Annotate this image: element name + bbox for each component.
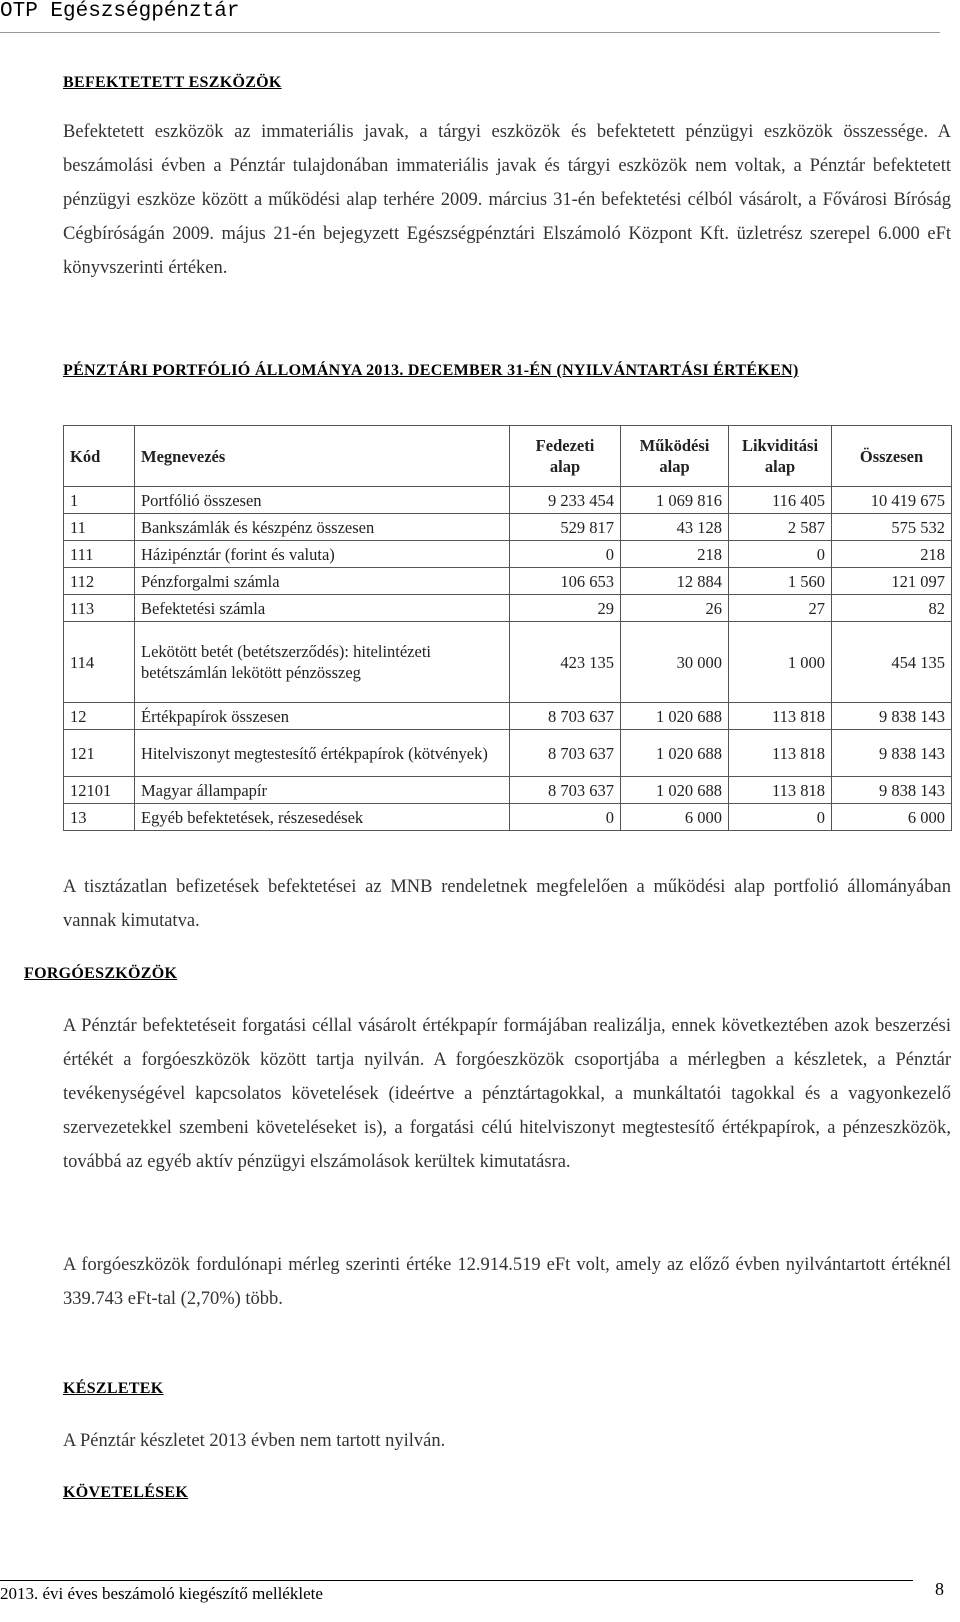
cell-name: Befektetési számla (135, 595, 510, 622)
cell-code: 12 (64, 703, 135, 730)
section-heading-current-assets: FORGÓESZKÖZÖK (24, 965, 178, 982)
footer-divider (0, 1580, 913, 1581)
section-heading-fixed-assets: BEFEKTETETT ESZKÖZÖK (63, 74, 282, 91)
document-header-title: OTP Egészségpénztár (0, 0, 240, 23)
cell-cover: 0 (510, 541, 621, 568)
column-header-cover (510, 426, 621, 487)
cell-cover: 423 135 (510, 622, 621, 703)
column-header-liquidity-line2: alap (764, 457, 796, 476)
cell-total: 575 532 (832, 514, 952, 541)
cell-liquidity: 113 818 (729, 730, 832, 777)
cell-code: 114 (64, 622, 135, 703)
cell-cover: 8 703 637 (510, 777, 621, 804)
column-header-code: Kód (64, 426, 135, 487)
cell-cover: 29 (510, 595, 621, 622)
section-heading-inventory: KÉSZLETEK (63, 1380, 164, 1397)
cell-total: 82 (832, 595, 952, 622)
cell-cover: 529 817 (510, 514, 621, 541)
portfolio-table (63, 425, 952, 831)
cell-liquidity: 27 (729, 595, 832, 622)
table-row (64, 703, 952, 730)
cell-operating: 6 000 (621, 804, 729, 831)
column-header-liquidity-line1: Likviditási (741, 436, 819, 455)
cell-name: Értékpapírok összesen (135, 703, 510, 730)
table-row (64, 541, 952, 568)
current-assets-paragraph: A Pénztár befektetéseit forgatási céllal vásárolt értékpapír formájában realizálja, ennek következtében azok beszerzési értékét a forgóeszközök között tartja nyilván. A forgóeszközök csoportjába a mérlegben a készletek, a Pénztár tevékenységével kapcsolatos követelések (ideértve a pénztártagokkal, a munkáltatói tagokkal és a vagyonkezelő szervezetekkel szembeni követeléseket is), a forgatási célú hitelviszonyt megtestesítő értékpapírok, a pénzeszközök, továbbá az egyéb aktív pénzügyi elszámolások kerültek kimutatásra. (63, 1016, 951, 1172)
cell-name: Hitelviszonyt megtestesítő értékpapírok (kötvények) (135, 730, 510, 777)
column-header-operating-line1: Működési (639, 436, 710, 455)
table-row (64, 804, 952, 831)
current-assets-value-paragraph: A forgóeszközök fordulónapi mérleg szerinti értéke 12.914.519 eFt volt, amely az előző évben nyilvántartott értéknél 339.743 eFt-tal (2,70%) több. (63, 1255, 951, 1309)
cell-liquidity: 0 (729, 804, 832, 831)
column-header-operating (621, 426, 729, 487)
cell-name: Házipénztár (forint és valuta) (135, 541, 510, 568)
table-header-row (64, 426, 952, 487)
cell-code: 113 (64, 595, 135, 622)
table-row (64, 487, 952, 514)
cell-liquidity: 116 405 (729, 487, 832, 514)
footer-text: 2013. évi éves beszámoló kiegészítő melléklete (0, 1584, 323, 1603)
cell-liquidity: 113 818 (729, 703, 832, 730)
column-header-name: Megnevezés (135, 426, 510, 487)
table-row (64, 514, 952, 541)
cell-name: Portfólió összesen (135, 487, 510, 514)
cell-total: 9 838 143 (832, 777, 952, 804)
cell-liquidity: 2 587 (729, 514, 832, 541)
section-heading-receivables: KÖVETELÉSEK (63, 1484, 189, 1501)
cell-total: 9 838 143 (832, 703, 952, 730)
cell-total: 9 838 143 (832, 730, 952, 777)
header-divider (0, 32, 940, 33)
cell-operating: 1 069 816 (621, 487, 729, 514)
column-header-total: Összesen (832, 426, 952, 487)
cell-name: Magyar állampapír (135, 777, 510, 804)
cell-name: Pénzforgalmi számla (135, 568, 510, 595)
column-header-operating-line2: alap (659, 457, 690, 476)
cell-code: 1 (64, 487, 135, 514)
cell-operating: 1 020 688 (621, 703, 729, 730)
cell-operating: 26 (621, 595, 729, 622)
cell-operating: 43 128 (621, 514, 729, 541)
cell-operating: 218 (621, 541, 729, 568)
cell-code: 121 (64, 730, 135, 777)
column-header-cover-line1: Fedezeti (535, 436, 595, 455)
table-row (64, 568, 952, 595)
cell-total: 6 000 (832, 804, 952, 831)
cell-code: 111 (64, 541, 135, 568)
table-row (64, 595, 952, 622)
section-heading-portfolio: PÉNZTÁRI PORTFÓLIÓ ÁLLOMÁNYA 2013. DECEMBER 31-ÉN (NYILVÁNTARTÁSI ÉRTÉKEN) (63, 362, 799, 379)
cell-code: 13 (64, 804, 135, 831)
portfolio-note-paragraph: A tisztázatlan befizetések befektetései az MNB rendeletnek megfelelően a működési alap portfolió állományában vannak kimutatva. (63, 877, 951, 931)
cell-liquidity: 1 000 (729, 622, 832, 703)
cell-code: 11 (64, 514, 135, 541)
cell-cover: 8 703 637 (510, 703, 621, 730)
table-row (64, 622, 952, 703)
table-row (64, 777, 952, 804)
cell-cover: 9 233 454 (510, 487, 621, 514)
cell-cover: 106 653 (510, 568, 621, 595)
cell-liquidity: 1 560 (729, 568, 832, 595)
cell-operating: 1 020 688 (621, 777, 729, 804)
table-row (64, 730, 952, 777)
column-header-cover-line2: alap (549, 457, 581, 476)
cell-liquidity: 0 (729, 541, 832, 568)
cell-cover: 8 703 637 (510, 730, 621, 777)
cell-code: 112 (64, 568, 135, 595)
cell-liquidity: 113 818 (729, 777, 832, 804)
cell-operating: 30 000 (621, 622, 729, 703)
cell-name: Lekötött betét (betétszerződés): hitelintézeti betétszámlán lekötött pénzösszeg (135, 622, 510, 703)
page-number: 8 (935, 1579, 944, 1599)
column-header-liquidity (729, 426, 832, 487)
cell-cover: 0 (510, 804, 621, 831)
cell-total: 454 135 (832, 622, 952, 703)
cell-total: 121 097 (832, 568, 952, 595)
cell-operating: 12 884 (621, 568, 729, 595)
cell-operating: 1 020 688 (621, 730, 729, 777)
cell-total: 218 (832, 541, 952, 568)
cell-code: 12101 (64, 777, 135, 804)
cell-name: Egyéb befektetések, részesedések (135, 804, 510, 831)
cell-total: 10 419 675 (832, 487, 952, 514)
cell-name: Bankszámlák és készpénz összesen (135, 514, 510, 541)
fixed-assets-paragraph: Befektetett eszközök az immateriális javak, a tárgyi eszközök és befektetett pénzügyi eszközök összessége. A beszámolási évben a Pénztár tulajdonában immateriális javak és tárgyi eszközök nem voltak, a Pénztár befektetett pénzügyi eszköze között a működési alap terhére 2009. március 31-én befektetési célból vásárolt, a Fővárosi Bíróság Cégbíróságán 2009. május 21-én bejegyzett Egészségpénztári Elszámoló Központ Kft. üzletrész szerepel 6.000 eFt könyvszerinti értéken. (63, 122, 951, 278)
inventory-paragraph: A Pénztár készletet 2013 évben nem tartott nyilván. (63, 1431, 446, 1451)
